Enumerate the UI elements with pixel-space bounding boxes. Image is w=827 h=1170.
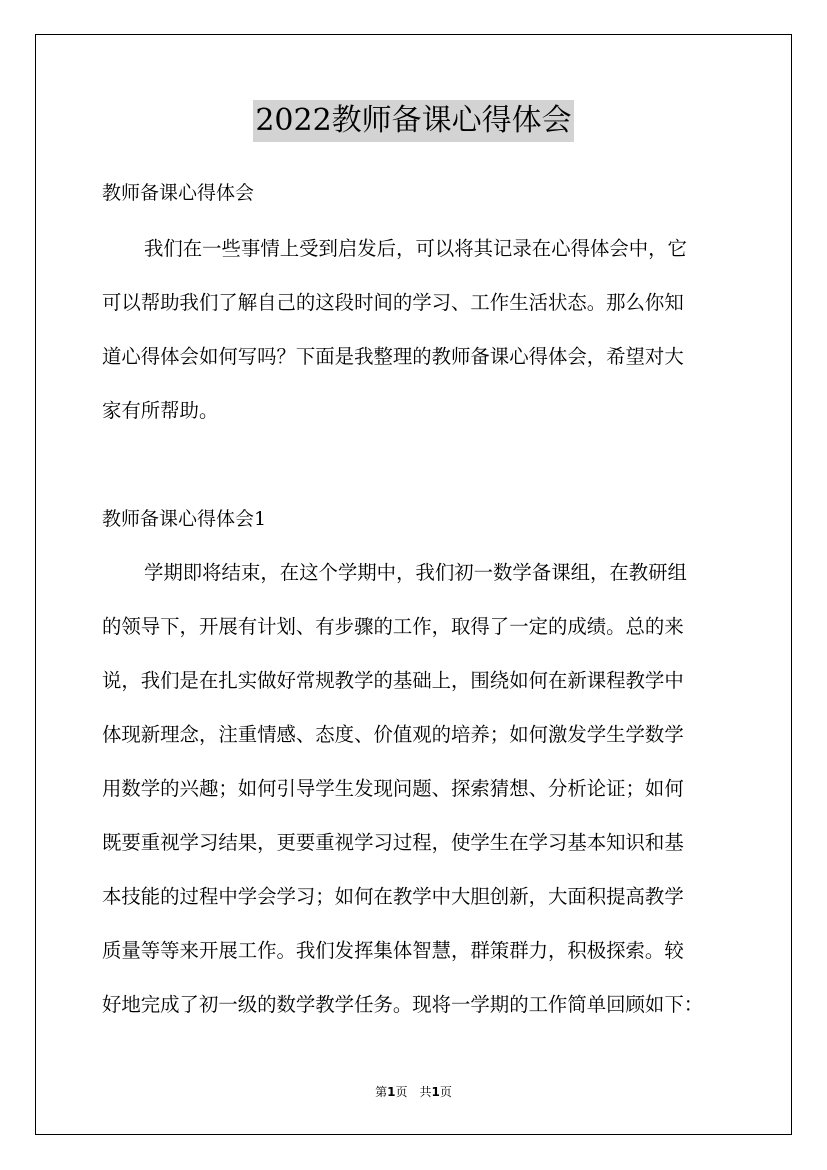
intro-line-2: 可以帮助我们了解自己的这段时间的学习、工作生活状态。那么你知 <box>102 291 684 314</box>
intro-heading: 教师备课心得体会 <box>102 182 255 204</box>
section1-line-9: 好地完成了初一级的数学教学任务。现将一学期的工作简单回顾如下： <box>102 993 704 1016</box>
section1-line-2: 的领导下，开展有计划、有步骤的工作，取得了一定的成绩。总的来 <box>102 615 684 638</box>
section1-line-8: 质量等等来开展工作。我们发挥集体智慧，群策群力，积极探索。较 <box>102 939 684 962</box>
section1-heading: 教师备课心得体会1 <box>102 508 267 530</box>
intro-line-4: 家有所帮助。 <box>102 399 219 422</box>
section1-line-5: 用数学的兴趣；如何引导学生发现问题、探索猜想、分析论证；如何 <box>102 777 684 800</box>
footer-page-current: 1 <box>387 1085 396 1099</box>
footer-page-prefix: 第 <box>375 1085 388 1099</box>
section1-line-3: 说，我们是在扎实做好常规教学的基础上，围绕如何在新课程教学中 <box>102 669 684 692</box>
document-title: 2022教师备课心得体会 <box>253 100 573 142</box>
footer-page-suffix: 页 <box>439 1085 452 1099</box>
section1-line-1: 学期即将结束，在这个学期中，我们初一数学备课组，在教研组 <box>144 561 687 584</box>
title-wrap <box>0 100 827 142</box>
section1-line-6: 既要重视学习结果，更要重视学习过程，使学生在学习基本知识和基 <box>102 831 684 854</box>
section1-line-4: 体现新理念，注重情感、态度、价值观的培养；如何激发学生学数学 <box>102 723 684 746</box>
footer-page-total: 1 <box>431 1085 440 1099</box>
intro-line-3: 道心得体会如何写吗？下面是我整理的教师备课心得体会，希望对大 <box>102 345 684 368</box>
footer-page-mid: 页 共 <box>395 1085 432 1099</box>
intro-line-1: 我们在一些事情上受到启发后，可以将其记录在心得体会中，它 <box>144 237 687 260</box>
section1-line-7: 本技能的过程中学会学习；如何在教学中大胆创新，大面积提高教学 <box>102 885 684 908</box>
page-footer <box>0 1083 827 1101</box>
